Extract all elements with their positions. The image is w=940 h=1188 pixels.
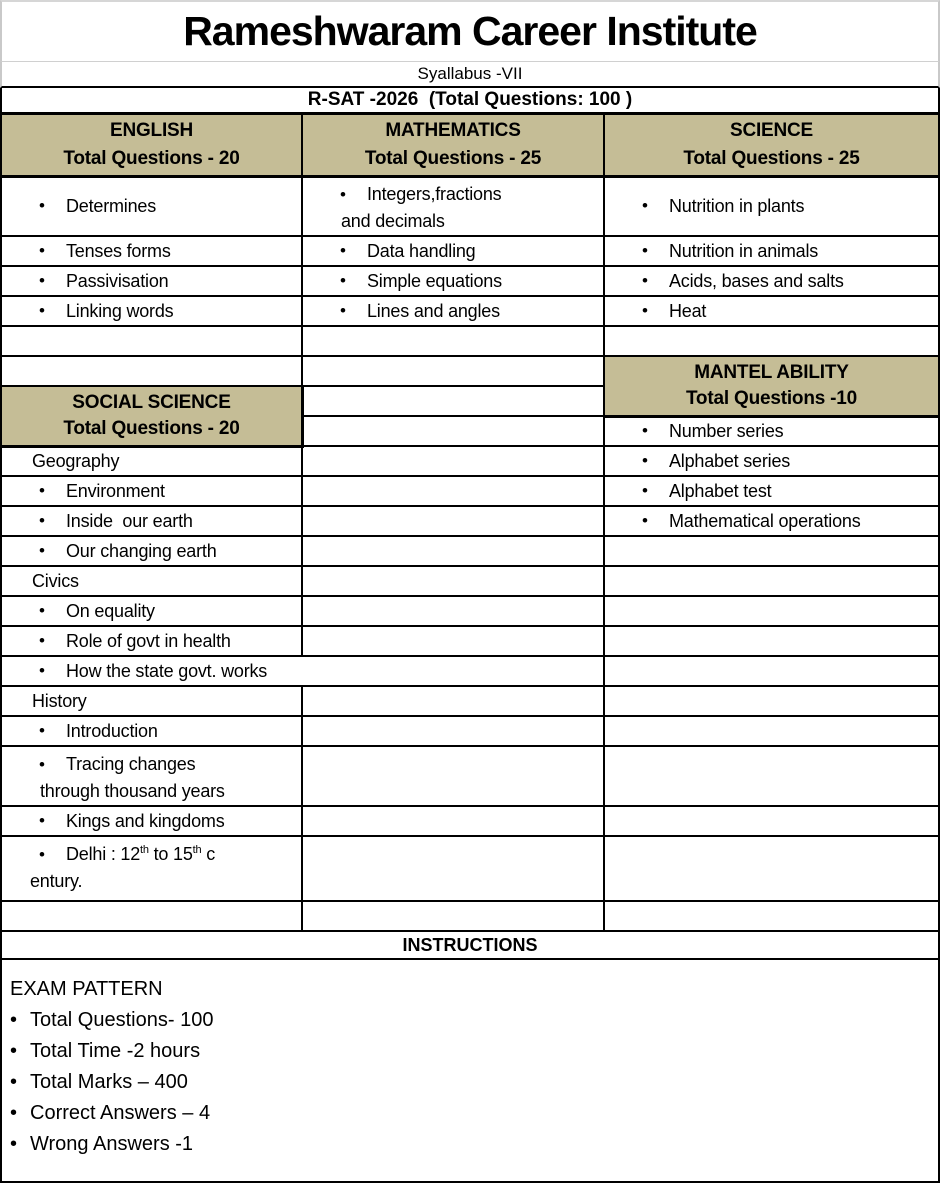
list-item (303, 177, 605, 237)
superscript-th: th (140, 844, 149, 856)
list-item: • Determines (2, 177, 303, 237)
empty-cell (303, 387, 605, 417)
empty-cell (303, 597, 605, 627)
science-total: Total Questions - 25 (683, 147, 860, 169)
list-item-line1 (2, 841, 301, 868)
empty-cell (303, 627, 605, 657)
english-title: ENGLISH (109, 120, 194, 142)
list-item: • Lines and angles (303, 297, 605, 327)
empty-cell (303, 327, 605, 357)
empty-cell (2, 902, 303, 932)
list-item-line2: entury. (30, 871, 83, 891)
empty-cell (303, 477, 605, 507)
list-item-line2: and decimals (341, 211, 445, 231)
list-item: • Mathematical operations (605, 507, 938, 537)
english-total: Total Questions - 20 (63, 147, 240, 169)
list-item: • Inside our earth (2, 507, 303, 537)
list-item: • Number series (605, 417, 938, 447)
instructions-body (0, 960, 940, 1183)
science-title: SCIENCE (729, 120, 814, 142)
delhi-text: c (201, 844, 216, 864)
empty-cell (605, 537, 938, 567)
exam-pattern-item: • Total Questions- 100 (10, 1005, 938, 1036)
empty-cell (303, 717, 605, 747)
list-item-line1: • Integers,fractions (303, 181, 603, 208)
empty-cell (605, 807, 938, 837)
empty-cell (303, 687, 605, 717)
empty-cell (303, 902, 605, 932)
empty-cell (303, 657, 605, 687)
page-title: Rameshwaram Career Institute (183, 8, 757, 54)
mathematics-total: Total Questions - 25 (364, 147, 542, 169)
list-item: • Linking words (2, 297, 303, 327)
mathematics-header (303, 115, 605, 177)
list-item-line2: through thousand years (40, 781, 225, 801)
list-item: • Our changing earth (2, 537, 303, 567)
exam-pattern-item: • Correct Answers – 4 (10, 1098, 938, 1129)
delhi-text: to 15 (148, 844, 193, 864)
list-item-line1: • Tracing changes (2, 751, 301, 778)
empty-cell (2, 357, 303, 387)
mantel-ability-header (605, 357, 938, 417)
syllabus-table (0, 112, 940, 932)
exam-pattern-heading: EXAM PATTERN (10, 978, 163, 1000)
geography-label: Geography (2, 447, 303, 477)
list-item: • Role of govt in health (2, 627, 303, 657)
delhi-text: Delhi : 12 (66, 844, 141, 864)
empty-cell (605, 747, 938, 807)
list-item: • Alphabet series (605, 447, 938, 477)
list-item: • Acids, bases and salts (605, 267, 938, 297)
empty-cell (605, 327, 938, 357)
empty-cell (605, 627, 938, 657)
superscript-th: th (192, 844, 202, 856)
list-item: • Nutrition in plants (605, 177, 938, 237)
exam-header: R-SAT -2026 (Total Questions: 100 ) (0, 88, 940, 112)
list-item: • Kings and kingdoms (2, 807, 303, 837)
list-item: • Nutrition in animals (605, 237, 938, 267)
empty-cell (605, 597, 938, 627)
social-science-header (2, 387, 303, 447)
list-item (2, 747, 303, 807)
empty-cell (303, 837, 605, 902)
science-header (605, 115, 938, 177)
list-item: • Simple equations (303, 267, 605, 297)
empty-cell (605, 902, 938, 932)
exam-pattern-item: • Total Time -2 hours (10, 1036, 938, 1067)
mantel-total: Total Questions -10 (685, 388, 858, 410)
empty-cell (2, 327, 303, 357)
empty-cell (605, 657, 938, 687)
history-label: History (2, 687, 303, 717)
mathematics-title: MATHEMATICS (385, 120, 521, 142)
list-item: • Introduction (2, 717, 303, 747)
empty-cell (303, 507, 605, 537)
list-item: • Alphabet test (605, 477, 938, 507)
empty-cell (303, 747, 605, 807)
instructions-header: INSTRUCTIONS (0, 932, 940, 960)
empty-cell (605, 567, 938, 597)
empty-cell (605, 717, 938, 747)
list-item: • Data handling (303, 237, 605, 267)
empty-cell (303, 417, 605, 447)
list-item: • How the state govt. works (2, 657, 303, 687)
syllabus-subtitle: Syallabus -VII (0, 62, 940, 88)
social-science-title: SOCIAL SCIENCE (72, 391, 231, 413)
exam-pattern-item: • Total Marks – 400 (10, 1067, 938, 1098)
list-item-delhi (2, 837, 303, 902)
empty-cell (303, 537, 605, 567)
empty-cell (303, 357, 605, 387)
empty-cell (605, 837, 938, 902)
title-row (0, 0, 940, 62)
list-item: • Environment (2, 477, 303, 507)
empty-cell (303, 567, 605, 597)
list-item: • On equality (2, 597, 303, 627)
list-item: • Tenses forms (2, 237, 303, 267)
list-item: • Heat (605, 297, 938, 327)
exam-pattern-item: • Wrong Answers -1 (10, 1129, 938, 1160)
empty-cell (605, 687, 938, 717)
list-item: • Passivisation (2, 267, 303, 297)
civics-label: Civics (2, 567, 303, 597)
empty-cell (303, 807, 605, 837)
mantel-title: MANTEL ABILITY (694, 361, 849, 383)
english-header (2, 115, 303, 177)
social-science-total: Total Questions - 20 (63, 418, 240, 440)
empty-cell (303, 447, 605, 477)
